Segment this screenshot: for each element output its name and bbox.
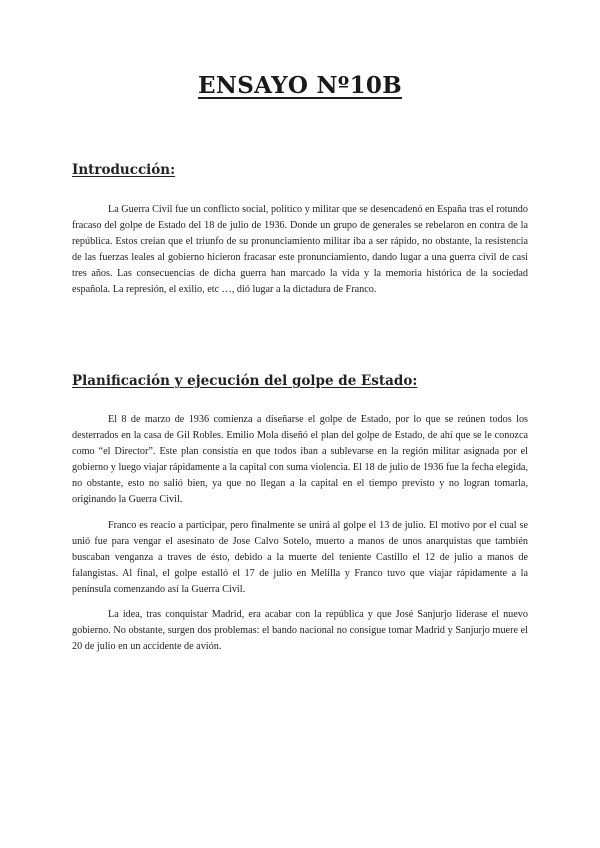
paragraph-planificacion-3: La idea, tras conquistar Madrid, era acabar con la república y que José Sanjurjo liderase el nuevo gobierno. No obstante, surgen dos problemas: el bando nacional no consigue tomar Madrid y Sanjurjo muere el 20 de julio en un accidente de avión. [72,609,528,653]
paragraph-planificacion-2: Franco es reacio a participar, pero finalmente se unirá al golpe el 13 de julio. El motivo por el cual se unió fue para vengar el asesinato de Jose Calvo Sotelo, muerto a manos de unos anarquistas que también buscaban venganza a traves de ésto, debido a la muerte del teniente Castillo el 12 de julio a manos de falangistas. Al final, el golpe estalló el 17 de julio en Melilla y Franco tuvo que viajar rápidamente a la península comenzando así la Guerra Civil. [72,520,528,596]
paragraph-planificacion-1: El 8 de marzo de 1936 comienza a diseñarse el golpe de Estado, por lo que se reúnen todos los desterrados en la casa de Gil Robles. Emilio Mola diseñó el plan del golpe de Estado, de ahí que se le conozca como “el Director”. Este plan consistía en que todos iban a sublevarse en la región militar asignada por el gobierno y luego viajar rápidamente a la capital con suma violencia. El 18 de julio de 1936 fue la fecha elegida, no obstante, esto no salió bien, ya que no llegan a la capital en el tiempo previsto y no logran tomarla, originando la Guerra Civil. [72,414,528,506]
document-title: ENSAYO Nº10B [198,72,402,99]
section-heading-planificacion: Planificación y ejecución del golpe de Estado: [72,373,418,389]
section-heading-introduccion: Introducción: [72,162,176,178]
paragraph-introduccion: La Guerra Civil fue un conflicto social, político y militar que se desencadenó en España tras el rotundo fracaso del golpe de Estado del 18 de julio de 1936. Donde un grupo de generales se rebelaron en contra de la república. Estos creían que el triunfo de su pronunciamiento militar iba a ser rápido, no obstante, la resistencia de las fuerzas leales al gobierno hicieron fracasar este pronunciamiento, dando lugar a una guerra civil de casi tres años. Las consecuencias de dicha guerra han marcado la vida y la memoria histórica de la sociedad española. La represión, el exilio, etc …, dió lugar a la dictadura de Franco. [72,204,528,296]
